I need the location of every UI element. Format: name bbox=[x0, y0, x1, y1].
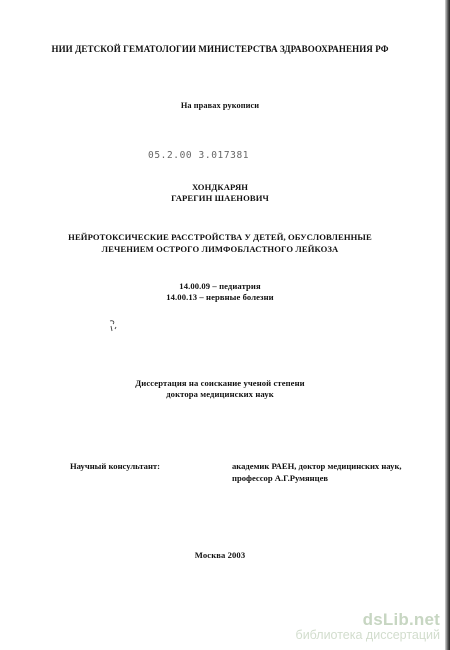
archive-stamp: 05.2.00 3.017381 bbox=[148, 150, 250, 161]
watermark-subtitle: библиотека диссертаций bbox=[295, 628, 440, 642]
degree-line-1: Диссертация на соискание ученой степени bbox=[135, 378, 305, 388]
city-year: Москва 2003 bbox=[194, 550, 246, 560]
institution-name: НИИ ДЕТСКОЙ ГЕМАТОЛОГИИ МИНИСТЕРСТВА ЗДРАВООХРАНЕНИЯ РФ bbox=[51, 44, 389, 54]
dissertation-title-line-1: НЕЙРОТОКСИЧЕСКИЕ РАССТРОЙСТВА У ДЕТЕЙ, ОБУСЛОВЛЕННЫЕ bbox=[68, 232, 372, 242]
manuscript-rights: На правах рукописи bbox=[180, 101, 260, 110]
consultant-name: профессор А.Г.Румянцев bbox=[232, 473, 329, 483]
consultant-label: Научный консультант: bbox=[70, 461, 161, 471]
specialty-code-1: 14.00.09 – педиатрия bbox=[179, 281, 261, 291]
scan-edge-shadow bbox=[445, 0, 450, 650]
author-surname: ХОНДКАРЯН bbox=[191, 182, 249, 192]
author-name: ГАРЕГИН ШАЕНОВИЧ bbox=[171, 193, 269, 203]
degree-line-2: доктора медицинских наук bbox=[166, 389, 274, 399]
handwritten-mark-icon bbox=[106, 318, 124, 336]
watermark-logo: dsLib.net bbox=[362, 610, 440, 629]
specialty-code-2: 14.00.13 – нервные болезни bbox=[166, 292, 274, 302]
dissertation-title-line-2: ЛЕЧЕНИЕМ ОСТРОГО ЛИМФОБЛАСТНОГО ЛЕЙКОЗА bbox=[101, 244, 339, 254]
dslib-watermark bbox=[296, 610, 440, 642]
consultant-title: академик РАЕН, доктор медицинских наук, bbox=[232, 461, 402, 471]
